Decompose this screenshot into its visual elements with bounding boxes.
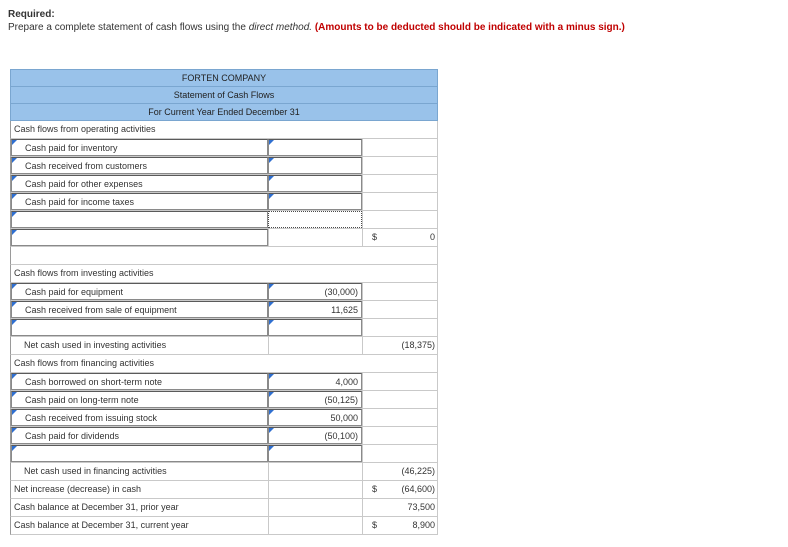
- dollar-sign: $: [362, 229, 386, 246]
- table-row: [10, 157, 438, 175]
- table-row: [10, 175, 438, 193]
- amount-input[interactable]: 50,000: [268, 409, 362, 426]
- instruction-note: (Amounts to be deducted should be indicated with a minus sign.): [314, 22, 625, 33]
- dollar-sign: [362, 319, 386, 336]
- table-row: [10, 301, 438, 319]
- row-label-input[interactable]: Cash received from issuing stock: [11, 409, 268, 426]
- table-row: [10, 139, 438, 157]
- section-heading-financing: Cash flows from financing activities: [14, 358, 155, 368]
- dollar-sign: [362, 193, 386, 210]
- instruction-text: [8, 21, 778, 34]
- section-heading-investing: Cash flows from investing activities: [14, 268, 154, 278]
- amount-input[interactable]: (30,000): [268, 283, 362, 300]
- dollar-sign: [362, 175, 386, 192]
- dollar-sign: [362, 409, 386, 426]
- amount-input[interactable]: [268, 157, 362, 174]
- table-row: [10, 229, 438, 247]
- dollar-sign: [362, 445, 386, 462]
- subtotal-label: Net cash used in financing activities: [24, 466, 167, 476]
- instruction-lead: Prepare a complete statement of cash flows using the: [8, 22, 249, 33]
- row-label-input[interactable]: Cash paid for inventory: [11, 139, 268, 156]
- table-row: [10, 517, 438, 535]
- table-row: [10, 409, 438, 427]
- dollar-sign: [362, 139, 386, 156]
- row-label-input[interactable]: [11, 445, 268, 462]
- row-label: [11, 247, 268, 264]
- dollar-sign: $: [362, 481, 386, 498]
- table-row: [10, 283, 438, 301]
- dollar-sign: [362, 373, 386, 390]
- total-amount: (64,600): [401, 484, 435, 494]
- row-label-input[interactable]: Cash paid for equipment: [11, 283, 268, 300]
- company-name: FORTEN COMPANY: [10, 69, 438, 86]
- table-row: [10, 427, 438, 445]
- instruction-method: direct method.: [248, 22, 313, 33]
- row-label-input[interactable]: Cash borrowed on short-term note: [11, 373, 268, 390]
- dollar-sign: [362, 157, 386, 174]
- dollar-sign: [362, 499, 386, 516]
- row-label-input[interactable]: [11, 319, 268, 336]
- dollar-sign: [362, 301, 386, 318]
- amount-cell: [268, 337, 362, 354]
- row-label-input[interactable]: Cash paid for other expenses: [11, 175, 268, 192]
- statement-title: Statement of Cash Flows: [10, 86, 438, 103]
- amount-input[interactable]: [268, 175, 362, 192]
- total-amount: (18,375): [401, 340, 435, 350]
- amount-cell: [268, 463, 362, 480]
- table-row: [10, 265, 438, 283]
- amount-cell: [268, 229, 362, 246]
- row-label-input[interactable]: [11, 211, 268, 228]
- row-label-input[interactable]: Cash received from sale of equipment: [11, 301, 268, 318]
- statement-period: For Current Year Ended December 31: [10, 103, 438, 121]
- table-row: [10, 121, 438, 139]
- dollar-sign: [362, 427, 386, 444]
- dollar-sign: [362, 391, 386, 408]
- dollar-sign: [362, 283, 386, 300]
- row-label-input[interactable]: Cash received from customers: [11, 157, 268, 174]
- row-label-input[interactable]: Cash paid on long-term note: [11, 391, 268, 408]
- table-row: [10, 193, 438, 211]
- total-amount: 0: [429, 232, 435, 242]
- amount-input[interactable]: 4,000: [268, 373, 362, 390]
- section-heading-operating: Cash flows from operating activities: [14, 124, 156, 134]
- table-row: [10, 247, 438, 265]
- cash-flow-statement: [10, 69, 438, 535]
- table-row: [10, 481, 438, 499]
- amount-input[interactable]: 11,625: [268, 301, 362, 318]
- amount-input[interactable]: (50,100): [268, 427, 362, 444]
- table-row: [10, 355, 438, 373]
- subtotal-label-input[interactable]: [11, 229, 268, 246]
- dollar-sign: [362, 463, 386, 480]
- dollar-sign: [362, 337, 386, 354]
- amount-cell: [268, 517, 362, 534]
- prior-balance-label: Cash balance at December 31, prior year: [14, 502, 179, 512]
- required-heading: Required:: [8, 9, 55, 20]
- amount-cell: [268, 499, 362, 516]
- table-row: [10, 445, 438, 463]
- table-row: [10, 319, 438, 337]
- table-row: [10, 463, 438, 481]
- amount-input[interactable]: [268, 211, 362, 228]
- total-amount: (46,225): [401, 466, 435, 476]
- amount-input[interactable]: [268, 139, 362, 156]
- amount-cell: [268, 481, 362, 498]
- table-row: [10, 211, 438, 229]
- net-change-label: Net increase (decrease) in cash: [14, 484, 142, 494]
- dollar-sign: [362, 211, 386, 228]
- dollar-sign: $: [362, 517, 386, 534]
- current-balance-label: Cash balance at December 31, current year: [14, 520, 189, 530]
- subtotal-label: Net cash used in investing activities: [24, 340, 167, 350]
- row-label-input[interactable]: Cash paid for dividends: [11, 427, 268, 444]
- table-row: [10, 373, 438, 391]
- total-amount: 73,500: [407, 502, 435, 512]
- amount-input[interactable]: [268, 193, 362, 210]
- table-row: [10, 391, 438, 409]
- amount-input[interactable]: (50,125): [268, 391, 362, 408]
- table-row: [10, 499, 438, 517]
- table-row: [10, 337, 438, 355]
- amount-input[interactable]: [268, 319, 362, 336]
- amount-input[interactable]: [268, 445, 362, 462]
- instructions: [8, 8, 778, 34]
- row-label-input[interactable]: Cash paid for income taxes: [11, 193, 268, 210]
- total-amount: 8,900: [412, 520, 435, 530]
